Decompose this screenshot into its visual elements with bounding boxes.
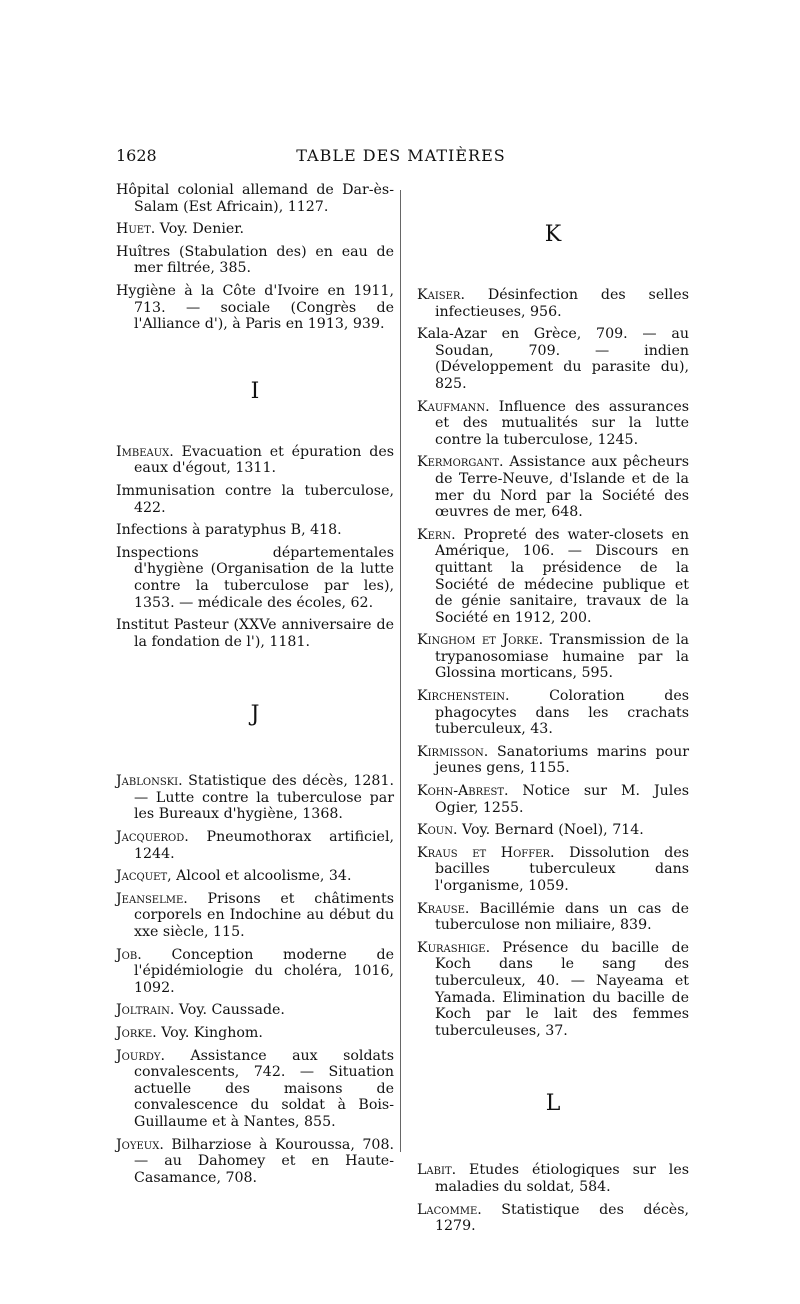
page-number: 1628 (116, 146, 157, 165)
author-name: Labit. (417, 1162, 457, 1179)
author-name: Kirchenstein. (417, 688, 510, 705)
pre-entries (116, 182, 394, 333)
page-header (116, 146, 686, 170)
index-entry: Jourdy. Assistance aux soldats convalescents, 742. — Situation actuelle des maisons de convalescence du soldat à Bois-Guillaume et à Nantes, 855. (116, 1047, 394, 1130)
author-name: Kaiser. (417, 287, 465, 303)
index-entry: Imbeaux. Evacuation et épuration des eaux d'égout, 1311. (116, 443, 394, 477)
section-letter-l: L (545, 1091, 561, 1117)
index-entry: Lacomme. Statistique des décès, 1279. (417, 1201, 689, 1235)
author-name: Kirmisson. (417, 743, 489, 760)
author-name: Kraus et Hoffer. (417, 844, 555, 861)
index-entry: Huîtres (Stabulation des) en eau de mer filtrée, 385. (116, 243, 394, 277)
index-entry: Infections à paratyphus B, 418. (116, 522, 342, 539)
index-entry: Jacquerod. Pneumothorax artificiel, 1244. (116, 829, 394, 862)
column-divider (400, 190, 401, 1152)
section-letter-k: K (544, 222, 562, 247)
author-name: Joyeux. (116, 1136, 164, 1153)
index-entry: Krause. Bacillémie dans un cas de tuberculose non miliaire, 839. (417, 900, 689, 934)
index-entry: Joyeux. Bilharziose à Kouroussa, 708. — au Dahomey et en Haute-Casamance, 708. (116, 1136, 394, 1186)
section-l-entries (417, 1162, 689, 1234)
section-j-entries (116, 773, 394, 1186)
author-name: Kern. (417, 526, 456, 543)
index-entry: Jablonski. Statistique des décès, 1281. — Lutte contre la tuberculose par les Bureaux d'hygiène, 1368. (116, 773, 394, 823)
index-entry: Koun. Voy. Bernard (Noel), 714. (417, 822, 644, 839)
index-entry: Kala-Azar en Grèce, 709. — au Soudan, 709. — indien (Développement du parasite du), 825. (417, 326, 689, 392)
right-column (417, 182, 689, 1241)
section-i-entries (116, 444, 394, 651)
author-name: Jourdy. (116, 1047, 165, 1064)
author-name: Krause. (417, 900, 470, 917)
index-entry: Kermorgant. Assistance aux pêcheurs de Terre-Neuve, d'Islande et de la mer du Nord par la Société des œuvres de mer, 648. (417, 454, 689, 521)
author-name: Kermorgant. (417, 454, 504, 471)
index-entry: Hygiène à la Côte d'Ivoire en 1911, 713. — sociale (Congrès de l'Alliance d'), à Paris en 1913, 939. (116, 282, 394, 333)
author-name: Jacquet, (116, 868, 172, 885)
index-entry: Kirchenstein. Coloration des phagocytes dans les crachats tuberculeux, 43. (417, 688, 689, 738)
author-name: Koun. (417, 822, 458, 839)
author-name: Huet. (116, 221, 156, 238)
author-name: Joltrain. (116, 1002, 175, 1019)
author-name: Kohn-Abrest. (417, 783, 509, 800)
index-entry: Kraus et Hoffer. Dissolution des bacilles tuberculeux dans l'organisme, 1059. (417, 844, 690, 894)
index-entry: Immunisation contre la tuberculose, 422. (116, 482, 394, 516)
index-entry: Kinghom et Jorke. Transmission de la trypanosomiase humaine par la Glossina morticans, 595. (417, 632, 689, 682)
index-entry: Huet. Voy. Denier. (116, 221, 244, 238)
author-name: Kinghom et Jorke. (417, 632, 544, 649)
index-entry: Kohn-Abrest. Notice sur M. Jules Ogier, 1255. (417, 783, 689, 816)
index-entry: Hôpital colonial allemand de Dar-ès-Salam (Est Africain), 1127. (116, 182, 394, 215)
index-entry: Jeanselme. Prisons et châtiments corporels en Indochine au début du xxe siècle, 115. (116, 890, 394, 941)
index-entry: Kirmisson. Sanatoriums marins pour jeunes gens, 1155. (417, 743, 689, 777)
index-entry: Joltrain. Voy. Caussade. (116, 1002, 285, 1019)
index-entry: Institut Pasteur (XXVe anniversaire de la fondation de l'), 1181. (116, 617, 394, 650)
index-entry: Kern. Propreté des water-closets en Amérique, 106. — Discours en quittant la présidence de la Société de médecine publique et de génie sanitaire, travaux de la Société en 1912, 200. (417, 526, 689, 626)
section-letter-j: J (250, 702, 260, 728)
index-entry: Jacquet, Alcool et alcoolisme, 34. (116, 868, 352, 885)
author-name: Job. (116, 946, 142, 963)
section-k-entries (417, 287, 689, 1039)
index-entry: Inspections départementales d'hygiène (Organisation de la lutte contre la tuberculose par les), 1353. — médicale des écoles, 62. (116, 544, 394, 611)
author-name: Jablonski. (116, 773, 183, 790)
author-name: Jacquerod. (116, 829, 189, 846)
running-title: TABLE DES MATIÈRES (296, 146, 506, 165)
index-entry: Jorke. Voy. Kinghom. (116, 1025, 263, 1041)
index-entry: Kurashige. Présence du bacille de Koch dans le sang des tuberculeux, 40. — Nayeama et Yamada. Elimination du bacille de Koch par le lait des femmes tuberculeuses, 37. (417, 939, 689, 1039)
author-name: Kurashige. (417, 939, 491, 956)
author-name: Kaufmann. (417, 398, 490, 415)
left-column (116, 182, 394, 1192)
section-letter-i: I (250, 378, 260, 404)
author-name: Jeanselme. (116, 890, 188, 907)
index-entry: Job. Conception moderne de l'épidémiologie du choléra, 1016, 1092. (116, 946, 394, 996)
index-entry: Kaufmann. Influence des assurances et des mutualités sur la lutte contre la tuberculose, 1245. (417, 398, 689, 448)
author-name: Imbeaux. (116, 443, 174, 460)
author-name: Lacomme. (417, 1201, 482, 1218)
index-entry: Labit. Etudes étiologiques sur les maladies du soldat, 584. (417, 1162, 689, 1195)
index-entry: Kaiser. Désinfection des selles infectieuses, 956. (417, 287, 689, 320)
author-name: Jorke. (116, 1025, 157, 1041)
